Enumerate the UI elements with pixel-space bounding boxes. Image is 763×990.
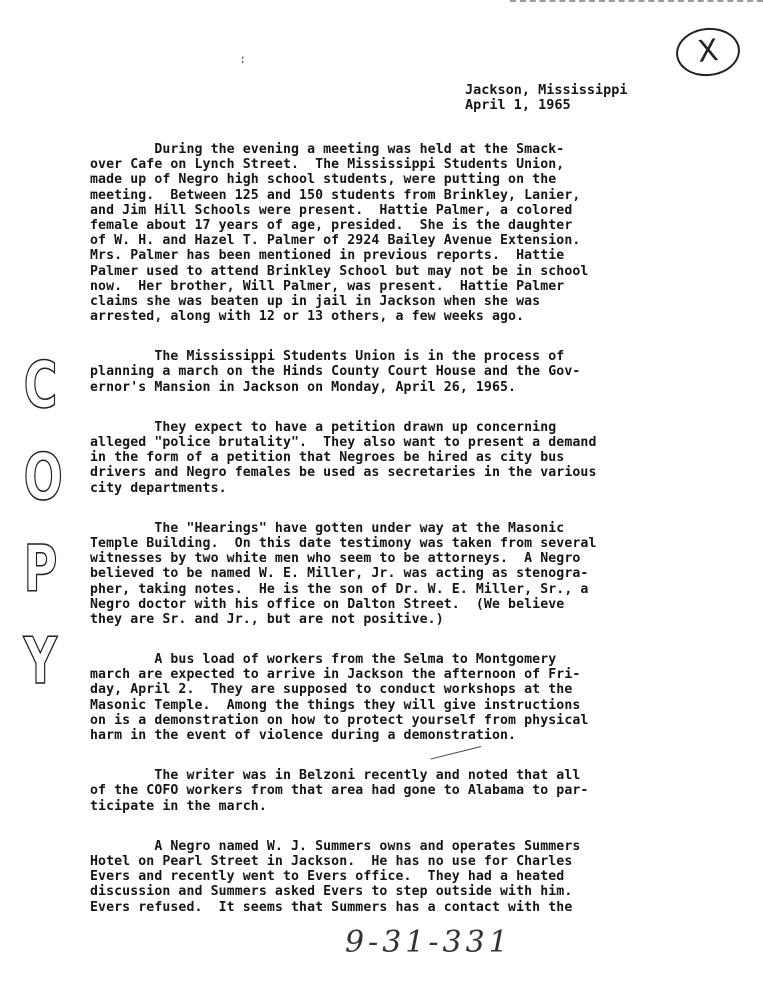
text-line: planning a march on the Hinds County Court House and the Gov- [90,364,581,380]
text-line: Mrs. Palmer has been mentioned in previous reports. Hattie [90,248,565,264]
paragraph-gap [90,814,665,839]
paragraph [90,349,665,395]
text-line: witnesses by two white men who seem to be attorneys. A Negro [90,551,581,567]
text-line: pher, taking notes. He is the son of Dr. W. E. Miller, Sr., a [90,581,589,597]
dateline [465,83,628,113]
text-line: ticipate in the march. [90,798,267,814]
text-line: They expect to have a petition drawn up concerning [90,419,557,435]
text-line: The "Hearings" have gotten under way at the Masonic [90,520,565,536]
paragraph [90,768,665,814]
paragraph [90,142,665,324]
copy-letter: Y [23,625,57,699]
copy-letter: C [23,349,58,423]
text-line: in the form of a petition that Negroes be hired as city bus [90,450,565,466]
paragraph-gap [90,627,665,652]
paragraph-gap [90,324,665,349]
text-line: A Negro named W. J. Summers owns and operates Summers [90,838,581,854]
text-line: Negro doctor with his office on Dalton Street. (We believe [90,596,565,612]
text-line: Evers and recently went to Evers office. They had a heated [90,869,565,885]
text-line: Hotel on Pearl Street in Jackson. He has no use for Charles [90,853,573,869]
paragraph-gap [90,395,665,420]
place-line: Jackson, Mississippi [465,82,628,98]
copy-stamp [18,340,63,708]
text-line: harm in the event of violence during a demonstration. [90,728,517,743]
copy-letter: P [23,533,58,607]
text-line: and Jim Hill Schools were present. Hattie Palmer, a colored [90,202,573,218]
file-number: 9-31-331 [345,925,512,960]
text-line: female about 17 years of age, presided. She is the daughter [90,217,573,233]
text-line: alleged "police brutality". They also want to present a demand [90,435,597,450]
text-line: drivers and Negro females be used as secretaries in the various [90,465,597,481]
text-line: on is a demonstration on how to protect yourself from physical [90,712,589,728]
paragraph [90,839,665,915]
text-line: During the evening a meeting was held at the Smack- [90,142,565,157]
text-line: A bus load of workers from the Selma to Montgomery [90,652,557,668]
text-line: arrested, along with 12 or 13 others, a few weeks ago. [90,309,525,325]
text-line: claims she was beaten up in jail in Jackson when she was [90,293,541,309]
text-line: of W. H. and Hazel T. Palmer of 2924 Bailey Avenue Extension. [90,233,581,249]
text-line: over Cafe on Lynch Street. The Mississippi Students Union, [90,157,565,173]
text-line: discussion and Summers asked Evers to step outside with him. [90,884,573,900]
paragraph-gap [90,743,665,768]
text-line: Masonic Temple. Among the things they will give instructions [90,697,581,713]
paragraph-gap [90,496,665,521]
paragraph [90,652,665,743]
paragraph [90,521,665,627]
text-line: The writer was in Belzoni recently and noted that all [90,768,581,784]
text-line: ernor's Mansion in Jackson on Monday, April 26, 1965. [90,379,517,395]
report-body [90,142,665,915]
text-line: march are expected to arrive in Jackson the afternoon of Fri- [90,667,581,683]
text-line: they are Sr. and Jr., but are not positive.) [90,611,444,627]
text-line: Palmer used to attend Brinkley School but may not be in school [90,263,589,279]
text-line: now. Her brother, Will Palmer, was present. Hattie Palmer [90,278,565,294]
paragraph [90,420,665,496]
text-line: made up of Negro high school students, were putting on the [90,172,557,188]
text-line: believed to be named W. E. Miller, Jr. was acting as stenogra- [90,566,589,582]
stray-mark: : [239,52,247,66]
text-line: of the COFO workers from that area had gone to Alabama to par- [90,783,589,799]
copy-letter: O [23,441,63,515]
date-line: April 1, 1965 [465,97,571,113]
text-line: Evers refused. It seems that Summers has a contact with the [90,899,573,915]
circled-x-mark: X [674,25,743,79]
text-line: The Mississippi Students Union is in the process of [90,349,565,365]
text-line: Temple Building. On this date testimony was taken from several [90,535,597,551]
text-line: city departments. [90,480,227,496]
text-line: meeting. Between 125 and 150 students from Brinkley, Lanier, [90,187,581,203]
top-edge-dash [510,0,763,2]
text-line: day, April 2. They are supposed to conduct workshops at the [90,682,573,698]
